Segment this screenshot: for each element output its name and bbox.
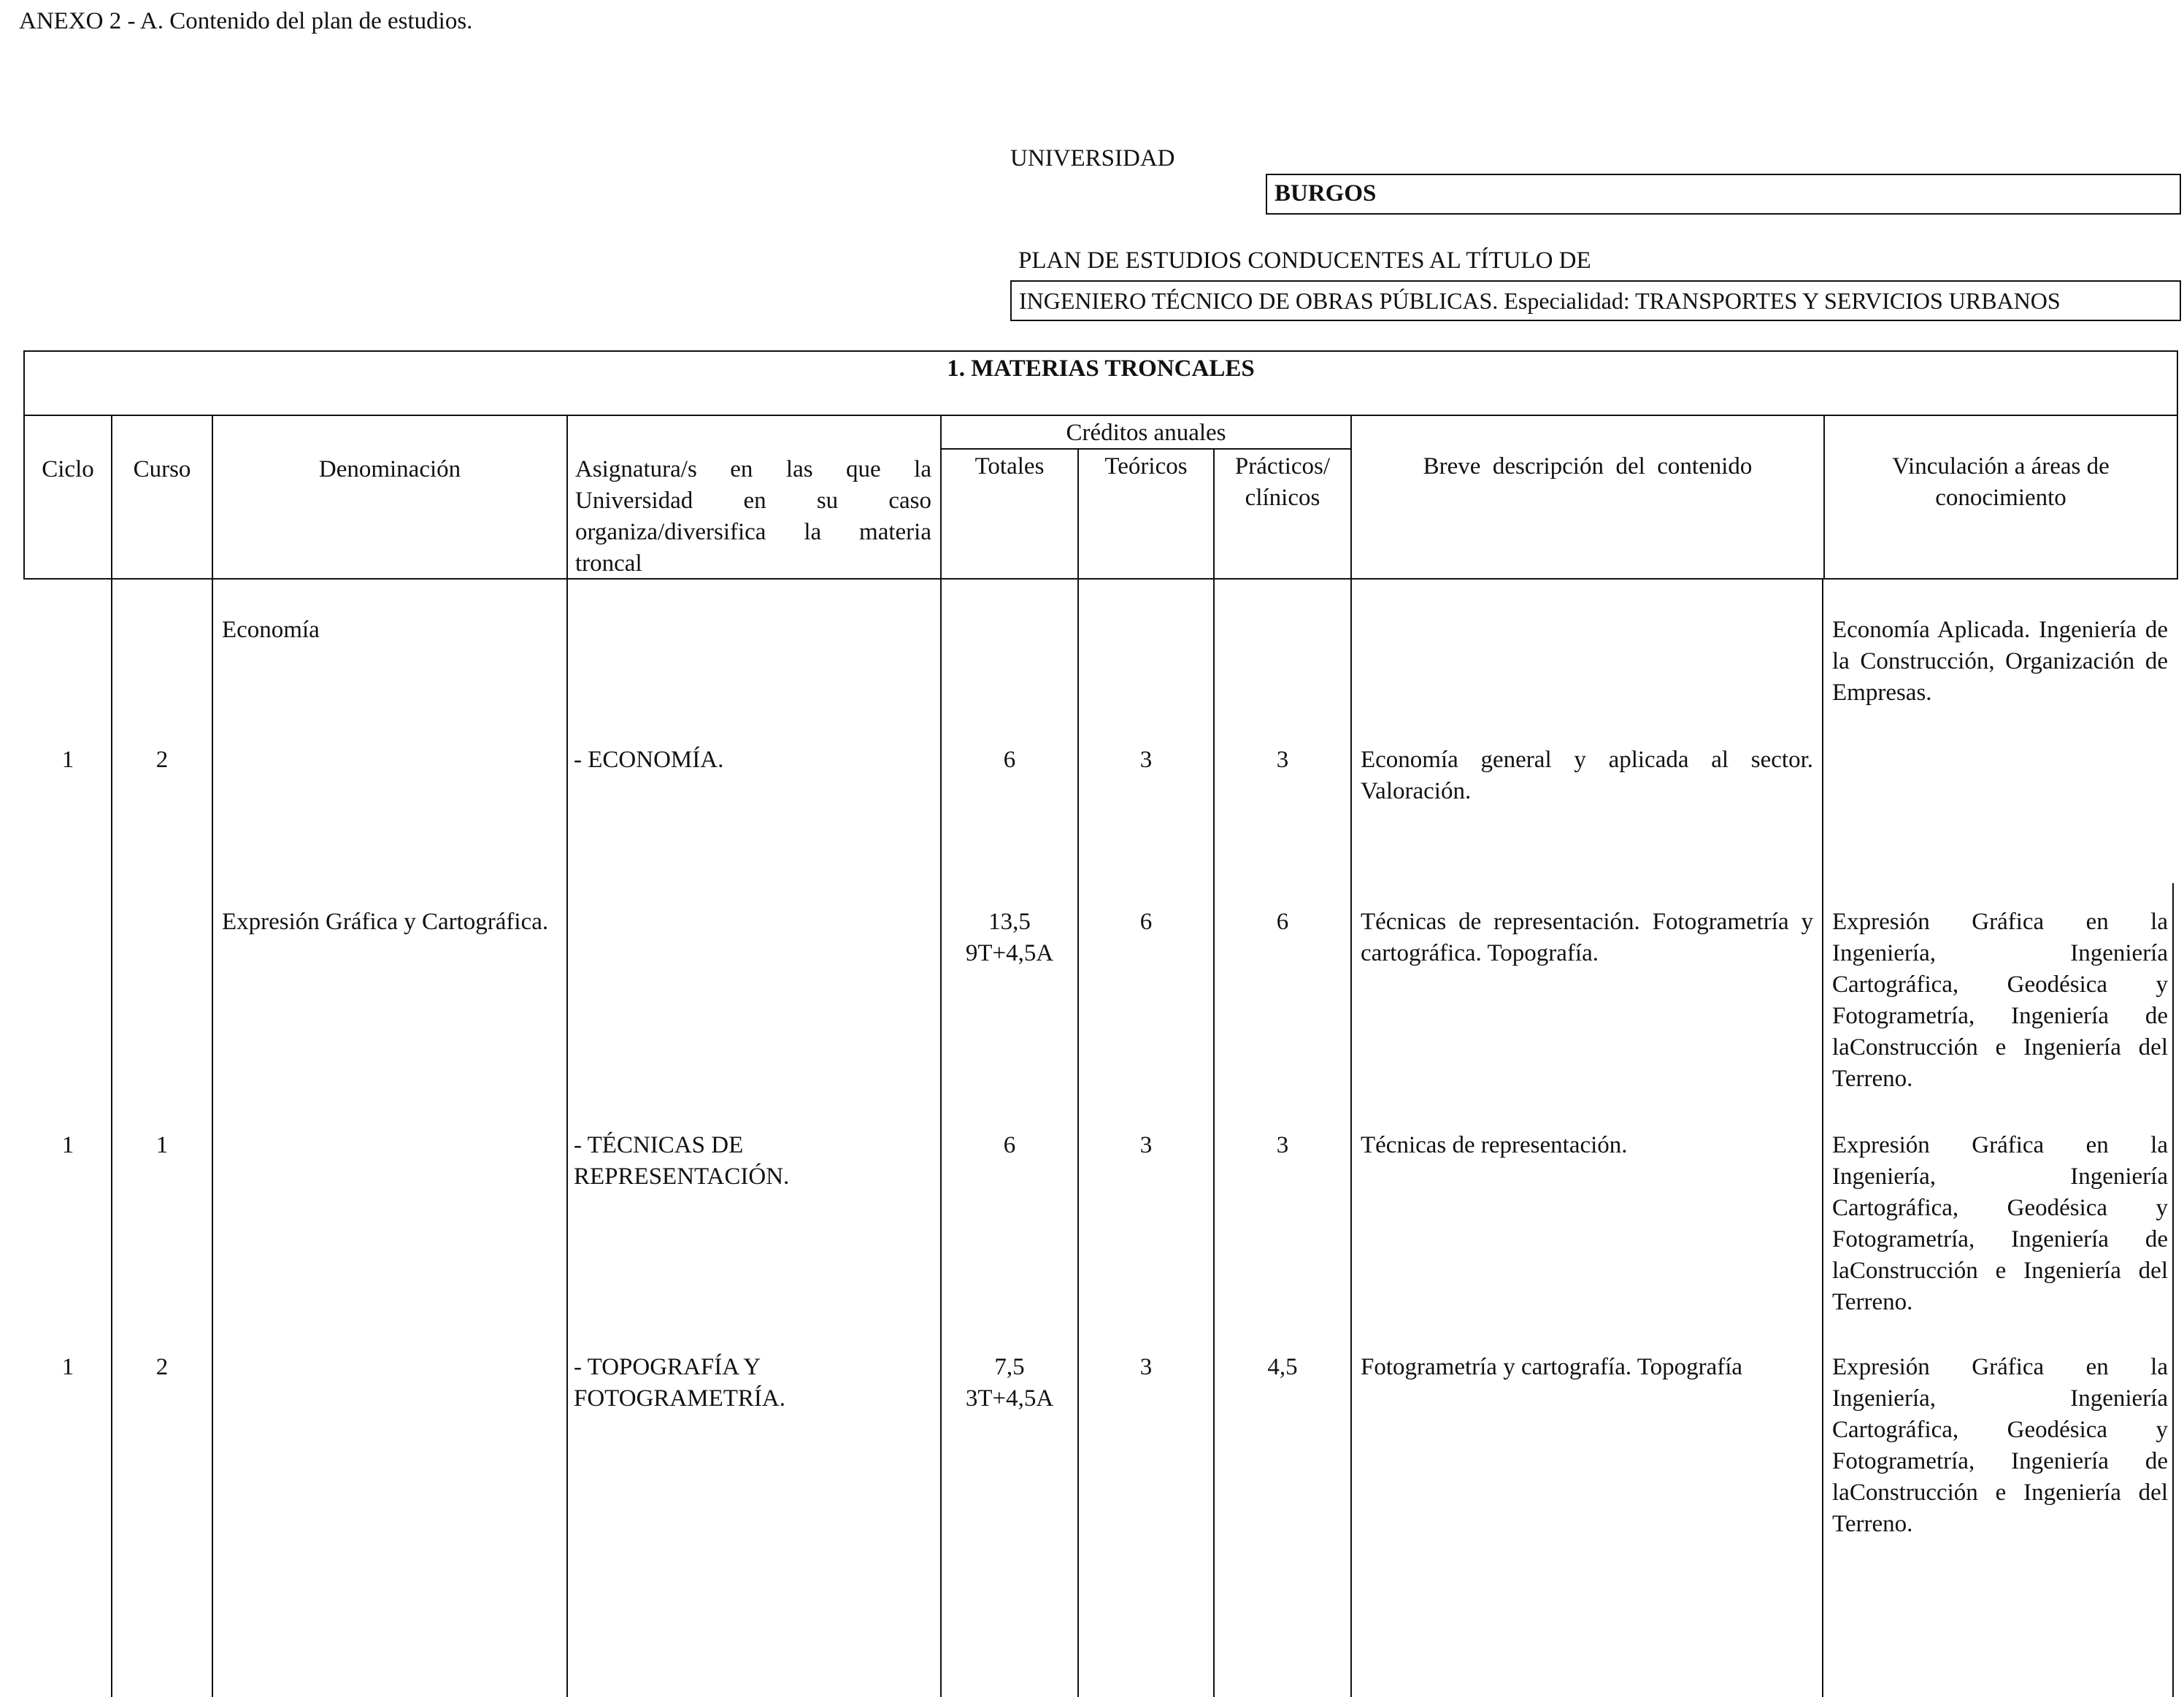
- row-practicos: 4,5: [1267, 1354, 1298, 1380]
- row-teoricos: 3: [1139, 1354, 1153, 1380]
- row-asignatura-line2: FOTOGRAMETRÍA.: [574, 1385, 785, 1412]
- row-descripcion: Técnicas de representación.: [1361, 1132, 1628, 1158]
- col-practicos-line2: clínicos: [1245, 485, 1320, 511]
- row-ciclo: 1: [61, 1132, 74, 1158]
- expresion-totales-line1: 13,5: [988, 909, 1031, 935]
- row-vinculacion: Expresión Gráfica en la Ingeniería, Ingeniería Cartográfica, Geodésica y Fotogrametría, Ingeniería de laConstrucción e Ingeniería del Terreno.: [1832, 1132, 2168, 1315]
- expresion-teoricos: 6: [1139, 909, 1153, 935]
- row-curso: 2: [155, 747, 169, 773]
- plan-label: PLAN DE ESTUDIOS CONDUCENTES AL TÍTULO DE: [1018, 247, 1591, 274]
- row-totales-line2: 3T+4,5A: [965, 1385, 1054, 1412]
- row-totales-line1: 7,5: [994, 1354, 1025, 1380]
- denominacion-expresion: Expresión Gráfica y Cartográfica.: [222, 909, 549, 935]
- plan-value: INGENIERO TÉCNICO DE OBRAS PÚBLICAS. Especialidad: TRANSPORTES Y SERVICIOS URBANOS: [1019, 288, 2061, 314]
- expresion-totales: [942, 907, 1077, 969]
- row-vinculacion: Expresión Gráfica en la Ingeniería, Ingeniería Cartográfica, Geodésica y Fotogrametría, Ingeniería de laConstrucción e Ingeniería del Terreno.: [1832, 1354, 2168, 1537]
- row-ciclo: 1: [61, 747, 74, 773]
- row-asignatura-line2: REPRESENTACIÓN.: [574, 1163, 790, 1190]
- col-curso: Curso: [133, 456, 191, 482]
- row-curso: 1: [155, 1132, 169, 1158]
- row-asignatura: - ECONOMÍA.: [574, 747, 724, 773]
- row-teoricos: 3: [1139, 747, 1153, 773]
- section-title: 1. MATERIAS TRONCALES: [947, 355, 1255, 382]
- col-denominacion: Denominación: [318, 456, 461, 482]
- denominacion-economia: Economía: [222, 617, 320, 643]
- row-asignatura: [574, 1130, 931, 1193]
- row-totales: 6: [1003, 1132, 1016, 1158]
- row-descripcion: Fotogrametría y cartografía. Topografía: [1361, 1354, 1743, 1380]
- col-creditos-anuales: Créditos anuales: [1066, 420, 1226, 446]
- plan-box: [1010, 280, 2181, 321]
- row-totales: 6: [1003, 747, 1016, 773]
- row-practicos: 3: [1276, 1132, 1289, 1158]
- col-practicos: [1215, 451, 1350, 514]
- annex-label: ANEXO 2 - A.: [19, 8, 164, 34]
- row-asignatura-line1: - TÉCNICAS DE: [574, 1132, 744, 1158]
- row-totales: [942, 1352, 1077, 1415]
- row-practicos: 3: [1276, 747, 1289, 773]
- row-asignatura: [574, 1352, 931, 1415]
- row-ciclo: 1: [61, 1354, 74, 1380]
- expresion-practicos: 6: [1276, 909, 1289, 935]
- expresion-vinculacion: Expresión Gráfica en la Ingeniería, Ingeniería Cartográfica, Geodésica y Fotogrametría, Ingeniería de laConstrucción e Ingeniería del Terreno.: [1832, 909, 2168, 1092]
- expresion-descripcion: Técnicas de representación. Fotogrametría y cartográfica. Topografía.: [1361, 909, 1813, 966]
- col-vinculacion-line1: Vinculación a áreas de: [1892, 453, 2110, 480]
- annex-heading: [19, 6, 472, 37]
- row-descripcion: Economía general y aplicada al sector. Valoración.: [1361, 747, 1813, 804]
- col-vinculacion: [1825, 451, 2177, 514]
- col-descripcion: Breve descripción del contenido: [1423, 453, 1753, 480]
- col-vinculacion-line2: conocimiento: [1935, 485, 2066, 511]
- col-practicos-line1: Prácticos/: [1234, 453, 1331, 480]
- row-curso: 2: [155, 1354, 169, 1380]
- universidad-value: BURGOS: [1274, 180, 1377, 207]
- row-teoricos: 3: [1139, 1132, 1153, 1158]
- universidad-label: UNIVERSIDAD: [1010, 145, 1175, 172]
- col-totales: Totales: [974, 453, 1045, 480]
- annex-text: Contenido del plan de estudios.: [169, 8, 473, 34]
- col-ciclo: Ciclo: [42, 456, 94, 482]
- expresion-totales-line2: 9T+4,5A: [965, 940, 1054, 966]
- col-teoricos: Teóricos: [1104, 453, 1188, 480]
- vinculacion-economia: Economía Aplicada. Ingeniería de la Construcción, Organización de Empresas.: [1832, 617, 2168, 706]
- row-asignatura-line1: - TOPOGRAFÍA Y: [574, 1354, 761, 1380]
- col-asignatura: Asignatura/s en las que la Universidad en su caso organiza/diversifica la materia troncal: [575, 456, 931, 577]
- universidad-box: [1266, 174, 2181, 215]
